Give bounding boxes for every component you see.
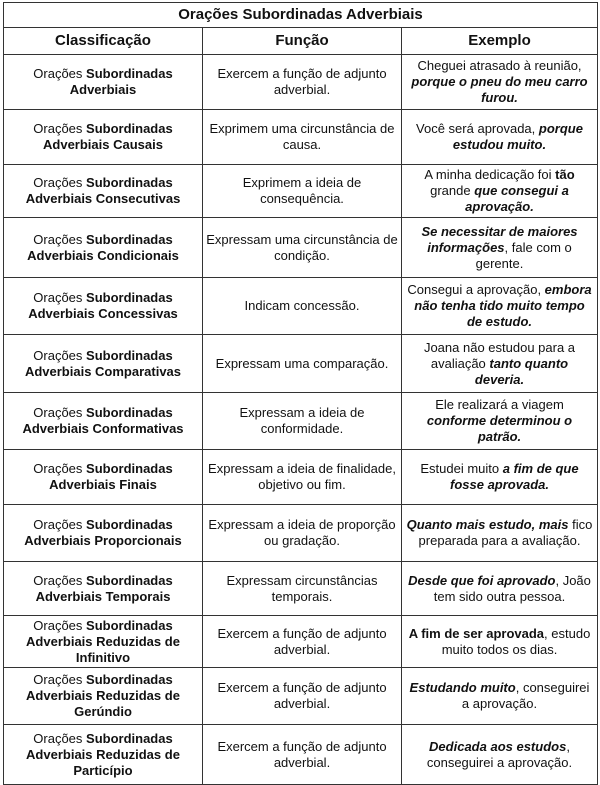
table-row <box>4 165 598 218</box>
function-cell: Expressam uma circunstância de condição. <box>203 218 402 278</box>
example-boldlead: A fim de ser aprovada <box>408 625 545 641</box>
classification-name: Subordinadas Adverbiais Reduzidas de Infinitivo <box>26 617 180 665</box>
classification-prefix: Orações <box>33 461 87 476</box>
example-em: a fim de que fosse aprovada. <box>450 461 579 492</box>
classification-cell <box>4 616 203 668</box>
column-header-funcao: Função <box>203 28 402 55</box>
example-cell <box>402 668 598 725</box>
table-row <box>4 450 598 505</box>
example-em: que consegui a aprovação. <box>465 183 569 214</box>
function-cell: Expressam uma comparação. <box>203 335 402 393</box>
example-pre: A minha dedicação foi <box>424 167 556 182</box>
table-row <box>4 668 598 725</box>
table-row <box>4 616 598 668</box>
example-em: tanto quanto deveria. <box>474 355 569 387</box>
example-cell <box>402 335 598 393</box>
example-cell <box>402 110 598 165</box>
example-cell <box>402 725 598 785</box>
example-cell <box>402 55 598 110</box>
classification-prefix: Orações <box>33 290 87 305</box>
example-em: embora não tenha tido muito tempo de estudo. <box>414 282 592 329</box>
classification-prefix: Orações <box>33 730 87 746</box>
example-em: porque estudou muito. <box>452 121 583 152</box>
example-em: Desde que foi aprovado <box>408 572 556 588</box>
table-title: Orações Subordinadas Adverbiais <box>4 3 598 28</box>
adverbial-clauses-table <box>3 2 598 785</box>
table-row <box>4 505 598 562</box>
classification-prefix: Orações <box>33 121 87 136</box>
example-pre: Ele realizará a viagem <box>435 397 564 412</box>
classification-cell <box>4 218 203 278</box>
classification-name: Subordinadas Adverbiais Condicionais <box>27 231 179 263</box>
classification-prefix: Orações <box>33 347 87 363</box>
function-cell: Expressam a ideia de conformidade. <box>203 393 402 450</box>
table-row <box>4 218 598 278</box>
classification-cell <box>4 450 203 505</box>
example-em: Quanto mais estudo, mais <box>406 517 569 532</box>
classification-cell <box>4 562 203 616</box>
example-cell <box>402 393 598 450</box>
table-title-row <box>4 3 598 28</box>
classification-cell <box>4 55 203 110</box>
table-row <box>4 278 598 335</box>
column-header-classificacao: Classificação <box>4 28 203 55</box>
classification-name: Subordinadas Adverbiais Reduzidas de Gerúndio <box>26 672 180 719</box>
table-row <box>4 393 598 450</box>
example-cell <box>402 165 598 218</box>
classification-name: Subordinadas Adverbiais Comparativas <box>24 347 182 379</box>
function-cell: Expressam a ideia de finalidade, objetivo ou fim. <box>203 450 402 505</box>
function-cell: Exercem a função de adjunto adverbial. <box>203 616 402 668</box>
table-row <box>4 55 598 110</box>
function-cell: Exprimem uma circunstância de causa. <box>203 110 402 165</box>
example-em: porque o pneu do meu carro furou. <box>411 74 588 105</box>
example-pre: Joana não estudou para a avaliação <box>423 339 576 371</box>
function-cell: Exercem a função de adjunto adverbial. <box>203 55 402 110</box>
function-cell: Expressam a ideia de proporção ou gradação. <box>203 505 402 562</box>
example-post: , João tem sido outra pessoa. <box>433 572 591 604</box>
example-post: fico preparada para a avaliação. <box>418 517 593 548</box>
classification-name: Subordinadas Adverbiais Conformativas <box>22 405 184 436</box>
classification-name: Subordinadas Adverbiais Reduzidas de Particípio <box>26 730 180 778</box>
classification-cell <box>4 725 203 785</box>
example-em: Dedicada aos estudos <box>429 738 567 754</box>
example-pre: Consegui a aprovação, <box>407 282 545 297</box>
classification-cell <box>4 335 203 393</box>
classification-cell <box>4 505 203 562</box>
example-pre: Estudei muito <box>420 461 503 476</box>
classification-prefix: Orações <box>33 231 87 247</box>
classification-cell <box>4 110 203 165</box>
classification-prefix: Orações <box>33 517 87 532</box>
classification-cell <box>4 393 203 450</box>
example-post: , conseguirei a aprovação. <box>461 680 590 711</box>
table-row <box>4 725 598 785</box>
function-cell: Exprimem a ideia de consequência. <box>203 165 402 218</box>
classification-name: Subordinadas Adverbiais <box>69 66 173 97</box>
function-cell: Expressam circunstâncias temporais. <box>203 562 402 616</box>
classification-prefix: Orações <box>33 405 87 420</box>
example-cell <box>402 218 598 278</box>
classification-prefix: Orações <box>33 672 87 687</box>
table-header-row <box>4 28 598 55</box>
classification-cell <box>4 278 203 335</box>
classification-cell <box>4 668 203 725</box>
example-cell <box>402 450 598 505</box>
classification-name: Subordinadas Adverbiais Finais <box>49 461 173 492</box>
classification-prefix: Orações <box>33 66 87 81</box>
function-cell: Exercem a função de adjunto adverbial. <box>203 725 402 785</box>
example-cell <box>402 616 598 668</box>
classification-prefix: Orações <box>33 572 87 588</box>
classification-name: Subordinadas Adverbiais Temporais <box>35 572 173 604</box>
example-post: , conseguirei a aprovação. <box>426 738 573 770</box>
example-post: , fale com o gerente. <box>475 239 572 271</box>
example-em: Se necessitar de maiores informações <box>421 223 578 255</box>
example-em: Estudando muito <box>409 680 516 695</box>
example-em: conforme determinou o patrão. <box>426 413 573 444</box>
column-header-exemplo: Exemplo <box>402 28 598 55</box>
classification-prefix: Orações <box>33 617 87 633</box>
classification-cell <box>4 165 203 218</box>
table-row <box>4 110 598 165</box>
classification-name: Subordinadas Adverbiais Concessivas <box>28 290 178 321</box>
example-cell <box>402 505 598 562</box>
function-cell: Indicam concessão. <box>203 278 402 335</box>
example-mid: grande <box>430 183 475 198</box>
example-bold: tão <box>555 167 575 182</box>
example-pre: Cheguei atrasado à reunião, <box>417 58 582 73</box>
classification-name: Subordinadas Adverbiais Causais <box>43 121 173 152</box>
function-cell: Exercem a função de adjunto adverbial. <box>203 668 402 725</box>
classification-name: Subordinadas Adverbiais Proporcionais <box>24 517 182 548</box>
example-cell <box>402 278 598 335</box>
table-row <box>4 562 598 616</box>
example-pre: Você será aprovada, <box>416 121 539 136</box>
table-row <box>4 335 598 393</box>
classification-prefix: Orações <box>33 175 87 190</box>
example-post: , estudo muito todos os dias. <box>441 625 591 657</box>
classification-name: Subordinadas Adverbiais Consecutivas <box>25 175 181 206</box>
example-cell <box>402 562 598 616</box>
